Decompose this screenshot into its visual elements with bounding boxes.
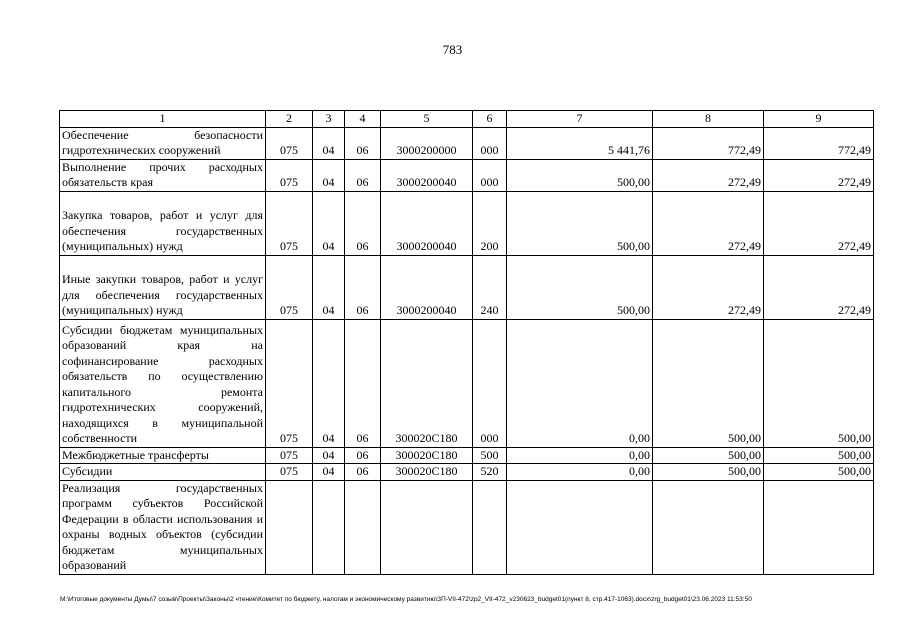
row-cell-c2: 075	[266, 464, 313, 481]
row-cell-c5: 3000200040	[381, 255, 473, 319]
row-name-cell: Межбюджетные трансферты	[60, 447, 266, 464]
row-cell-c7: 5 441,76	[507, 127, 653, 159]
row-cell-c7: 500,00	[507, 255, 653, 319]
row-cell-c8	[653, 480, 764, 574]
table-row	[60, 159, 874, 191]
row-cell-c6: 000	[473, 159, 507, 191]
table-row	[60, 191, 874, 255]
row-cell-c5: 3000200040	[381, 159, 473, 191]
row-cell-c6: 200	[473, 191, 507, 255]
row-name-cell: Реализация государственных программ субъектов Российской Федерации в области использования и охраны водных объектов (субсидии бюджетам муниципальных образований	[60, 480, 266, 574]
row-cell-c6: 520	[473, 464, 507, 481]
row-cell-c3: 04	[313, 159, 345, 191]
row-cell-c3	[313, 480, 345, 574]
row-cell-c5: 300020С180	[381, 447, 473, 464]
budget-table	[59, 110, 874, 575]
row-cell-c8: 272,49	[653, 159, 764, 191]
row-cell-c8: 500,00	[653, 319, 764, 447]
row-cell-c8: 272,49	[653, 191, 764, 255]
page-number: 783	[442, 42, 463, 57]
column-header: 3	[313, 111, 345, 128]
row-cell-c4: 06	[345, 191, 381, 255]
row-cell-c5: 300020С180	[381, 319, 473, 447]
row-cell-c2: 075	[266, 447, 313, 464]
row-cell-c2: 075	[266, 127, 313, 159]
row-cell-c4: 06	[345, 127, 381, 159]
row-cell-c6: 500	[473, 447, 507, 464]
row-cell-c9: 272,49	[764, 159, 874, 191]
row-cell-c6	[473, 480, 507, 574]
row-cell-c8: 500,00	[653, 447, 764, 464]
row-cell-c3: 04	[313, 447, 345, 464]
row-cell-c5: 3000200040	[381, 191, 473, 255]
row-cell-c4: 06	[345, 319, 381, 447]
row-cell-c3: 04	[313, 127, 345, 159]
row-name-cell: Иные закупки товаров, работ и услуг для обеспечения государственных (муниципальных) нужд	[60, 255, 266, 319]
row-cell-c7: 500,00	[507, 159, 653, 191]
row-cell-c8: 772,49	[653, 127, 764, 159]
row-cell-c2	[266, 480, 313, 574]
row-name-cell: Выполнение прочих расходных обязательств края	[60, 159, 266, 191]
row-cell-c9: 500,00	[764, 319, 874, 447]
row-cell-c9: 772,49	[764, 127, 874, 159]
document-path-footer: M:\Итоговые документы Думы\7 созыв\Проекты\Законы\2 чтение\Комитет по бюджету, налогам и экономическому развитию\ЗП-VII-472\zp2_VII-472_v230623_budget01(пункт 8, стр.417-1063).docx\zrg_budget01\23.06.2023 11:53:50	[60, 596, 752, 603]
row-cell-c4	[345, 480, 381, 574]
row-cell-c5: 300020С180	[381, 464, 473, 481]
row-cell-c6: 000	[473, 127, 507, 159]
row-cell-c9: 272,49	[764, 191, 874, 255]
table-header-row	[60, 111, 874, 128]
column-header: 1	[60, 111, 266, 128]
row-cell-c5	[381, 480, 473, 574]
column-header: 7	[507, 111, 653, 128]
row-cell-c7: 0,00	[507, 447, 653, 464]
row-cell-c2: 075	[266, 191, 313, 255]
row-cell-c5: 3000200000	[381, 127, 473, 159]
row-cell-c7: 500,00	[507, 191, 653, 255]
row-name-cell: Субсидии	[60, 464, 266, 481]
table-row	[60, 319, 874, 447]
row-cell-c8: 272,49	[653, 255, 764, 319]
table-row	[60, 447, 874, 464]
row-cell-c3: 04	[313, 319, 345, 447]
column-header: 5	[381, 111, 473, 128]
row-name-cell: Обеспечение безопасности гидротехнических сооружений	[60, 127, 266, 159]
row-cell-c7: 0,00	[507, 464, 653, 481]
row-cell-c6: 000	[473, 319, 507, 447]
row-cell-c9	[764, 480, 874, 574]
row-cell-c7: 0,00	[507, 319, 653, 447]
row-cell-c4: 06	[345, 464, 381, 481]
row-cell-c8: 500,00	[653, 464, 764, 481]
row-cell-c3: 04	[313, 191, 345, 255]
table-row	[60, 480, 874, 574]
row-cell-c4: 06	[345, 255, 381, 319]
column-header: 6	[473, 111, 507, 128]
table-row	[60, 255, 874, 319]
row-cell-c9: 500,00	[764, 447, 874, 464]
row-cell-c3: 04	[313, 464, 345, 481]
row-cell-c2: 075	[266, 319, 313, 447]
table-row	[60, 464, 874, 481]
column-header: 8	[653, 111, 764, 128]
row-cell-c9: 500,00	[764, 464, 874, 481]
row-name-cell: Субсидии бюджетам муниципальных образований края на софинансирование расходных обязательств по осуществлению капитального ремонта гидротехнических сооружений, находящихся в муниципальной собственности	[60, 319, 266, 447]
row-cell-c9: 272,49	[764, 255, 874, 319]
row-cell-c4: 06	[345, 447, 381, 464]
column-header: 4	[345, 111, 381, 128]
row-cell-c2: 075	[266, 159, 313, 191]
row-cell-c7	[507, 480, 653, 574]
row-cell-c6: 240	[473, 255, 507, 319]
row-cell-c3: 04	[313, 255, 345, 319]
column-header: 9	[764, 111, 874, 128]
row-cell-c4: 06	[345, 159, 381, 191]
row-cell-c2: 075	[266, 255, 313, 319]
row-name-cell: Закупка товаров, работ и услуг для обеспечения государственных (муниципальных) нужд	[60, 191, 266, 255]
table-row	[60, 127, 874, 159]
column-header: 2	[266, 111, 313, 128]
